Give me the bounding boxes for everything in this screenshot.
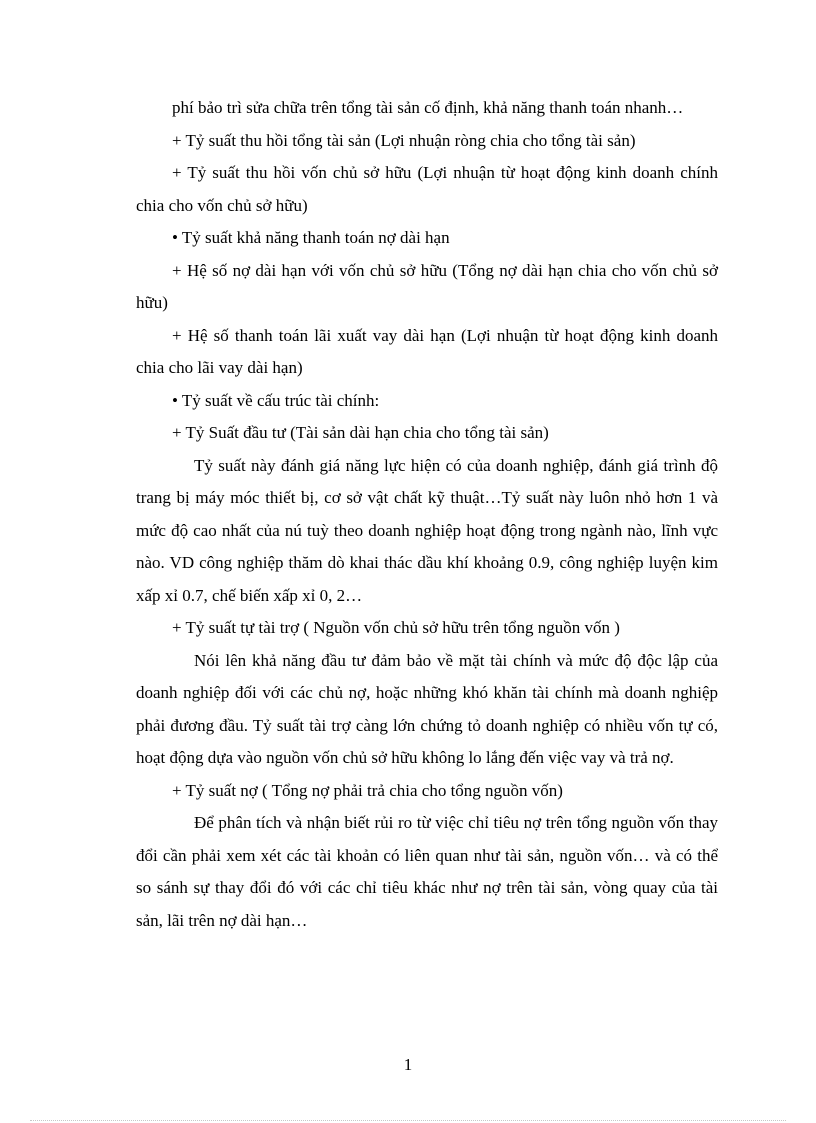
paragraph-self-financing-explanation: Nói lên khả năng đầu tư đảm bảo về mặt tài chính và mức độ độc lập của doanh nghiệp đối với các chủ nợ, hoặc những khó khăn tài chính mà doanh nghiệp phải đương đầu. Tỷ suất tài trợ càng lớn chứng tỏ doanh nghiệp có nhiều vốn tự có, hoạt động dựa vào nguồn vốn chủ sở hữu không lo lắng đến việc vay và trả nợ. — [136, 650, 718, 767]
paragraph-interest-coverage: + Hệ số thanh toán lãi xuất vay dài hạn (Lợi nhuận từ hoạt động kinh doanh chia cho lãi vay dài hạn) — [136, 325, 718, 377]
paragraph-debt-ratio: + Tỷ suất nợ ( Tổng nợ phải trả chia cho tổng nguồn vốn) — [172, 780, 563, 800]
paragraph-investment-ratio: + Tỷ Suất đầu tư (Tài sản dài hạn chia cho tổng tài sản) — [172, 423, 549, 442]
bullet-long-term-solvency: • Tỷ suất khả năng thanh toán nợ dài hạn — [172, 228, 450, 247]
page-number: 1 — [403, 1055, 413, 1074]
paragraph-debt-ratio-explanation: Để phân tích và nhận biết rủi ro từ việc chỉ tiêu nợ trên tổng nguồn vốn thay đổi cần phải xem xét các tài khoản có liên quan như tài sản, nguồn vốn… và có thể so sánh sự thay đổi đó với các chỉ tiêu khác như nợ trên tài sản, vòng quay của tài sản, lãi trên nợ dài hạn… — [136, 813, 718, 930]
page-bottom-divider — [30, 1120, 786, 1121]
paragraph-long-term-debt-to-equity: + Hệ số nợ dài hạn với vốn chủ sở hữu (Tổng nợ dài hạn chia cho vốn chủ sở hữu) — [136, 260, 718, 312]
paragraph-return-on-assets: + Tỷ suất thu hồi tổng tài sản (Lợi nhuận ròng chia cho tổng tài sản) — [172, 130, 636, 150]
body-text — [136, 92, 718, 937]
paragraph-continuation: phí bảo trì sửa chữa trên tổng tài sản cố định, khả năng thanh toán nhanh… — [172, 98, 684, 117]
paragraph-investment-ratio-explanation: Tỷ suất này đánh giá năng lực hiện có của doanh nghiệp, đánh giá trình độ trang bị máy móc thiết bị, cơ sở vật chất kỹ thuật…Tỷ suất này luôn nhỏ hơn 1 và mức độ cao nhất của nú tuỳ theo doanh nghiệp hoạt động trong ngành nào, lĩnh vực nào. VD công nghiệp thăm dò khai thác dầu khí khoảng 0.9, công nghiệp luyện kim xấp xỉ 0.7, chế biến xấp xỉ 0, 2… — [136, 455, 718, 605]
paragraph-return-on-equity: + Tỷ suất thu hồi vốn chủ sở hữu (Lợi nhuận từ hoạt động kinh doanh chính chia cho vốn chủ sở hữu) — [136, 163, 718, 215]
bullet-financial-structure: • Tỷ suất về cấu trúc tài chính: — [172, 390, 380, 410]
paragraph-self-financing-ratio: + Tỷ suất tự tài trợ ( Nguồn vốn chủ sở hữu trên tổng nguồn vốn ) — [172, 618, 620, 637]
